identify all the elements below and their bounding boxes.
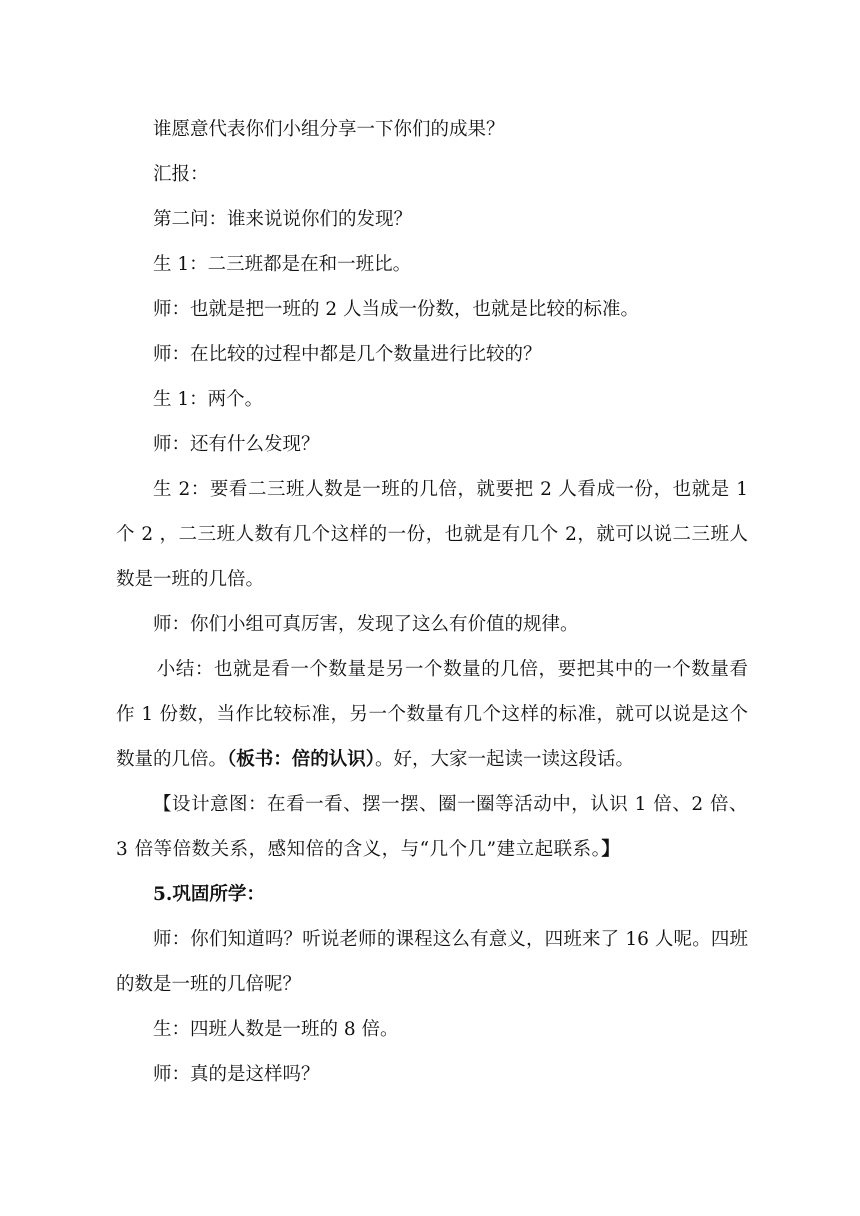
paragraph-teacher-praise: 师：你们小组可真厉害，发现了这么有价值的规律。 [153, 614, 579, 635]
paragraph-summary [116, 647, 748, 782]
document-body [116, 107, 748, 1097]
section-heading-consolidate: 5.巩固所学： [153, 884, 265, 905]
paragraph-student1-two: 生 1：两个。 [153, 389, 264, 410]
paragraph-teacher-how-many: 师：在比较的过程中都是几个数量进行比较的？ [153, 344, 542, 365]
paragraph-design-intent [116, 782, 748, 872]
board-note: （板书：倍的认识） [227, 749, 376, 770]
paragraph-teacher-class-four: 师：你们知道吗？听说老师的课程这么有意义，四班来了 16 人呢。四班的数是一班的几倍呢？ [116, 929, 748, 995]
design-intent-closing-bracket: 】 [601, 839, 621, 860]
paragraph-teacher-standard: 师：也就是把一班的 2 人当成一份数，也就是比较的标准。 [153, 299, 640, 320]
paragraph-teacher-other-findings: 师：还有什么发现？ [153, 434, 320, 455]
summary-text: 小结：也就是看一个数量是另一个数量的几倍，要把其中的一个数量看作 1 份数，当作比较标准，另一个数量有几个这样的标准，就可以说是这个数量的几倍。 [116, 659, 748, 770]
paragraph-invite-share: 谁愿意代表你们小组分享一下你们的成果？ [153, 119, 505, 140]
paragraph-report: 汇报： [153, 164, 209, 185]
design-intent-text: 【设计意图：在看一看、摆一摆、圈一圈等活动中，认识 1 倍、2 倍、3 倍等倍数关系，感知倍的含义，与“几个几”建立起联系。 [116, 794, 748, 860]
summary-reading-prompt: 。好，大家一起读一读这段话。 [375, 749, 635, 770]
paragraph-teacher-really: 师：真的是这样吗？ [153, 1064, 320, 1085]
paragraph-student2-explanation: 生 2：要看二三班人数是一班的几倍，就要把 2 人看成一份，也就是 1 个 2 ，二三班人数有几个这样的一份，也就是有几个 2，就可以说二三班人数是一班的几倍。 [116, 479, 748, 590]
paragraph-student1-compare: 生 1：二三班都是在和一班比。 [153, 254, 412, 275]
paragraph-second-question: 第二问：谁来说说你们的发现？ [153, 209, 413, 230]
paragraph-student-eight-times: 生：四班人数是一班的 8 倍。 [153, 1019, 399, 1040]
